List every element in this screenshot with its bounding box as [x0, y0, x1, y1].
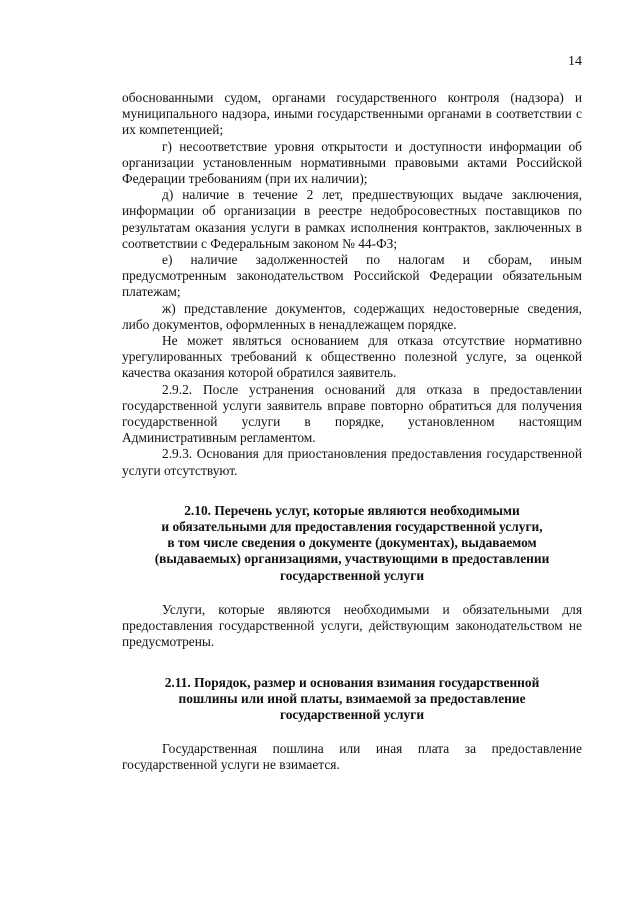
paragraph-item-zh: ж) представление документов, содержащих недостоверные сведения, либо документов, оформленных в ненадлежащем порядке. — [122, 300, 582, 332]
paragraph-item-e: е) наличие задолженностей по налогам и сборам, иным предусмотренным законодательством Российской Федерации обязательным платежам; — [122, 252, 582, 300]
paragraph-2-11-text: Государственная пошлина или иная плата за предоставление государственной услуги не взимается. — [122, 741, 582, 773]
paragraph-2-9-3: 2.9.3. Основания для приостановления предоставления государственной услуги отсутствуют. — [122, 446, 582, 478]
heading-line: пошлины или иной платы, взимаемой за предоставление — [178, 690, 526, 706]
paragraph-2-9-2: 2.9.2. После устранения оснований для отказа в предоставлении государственной услуги заявитель вправе повторно обратиться для получения государственной услуги в порядке, установленном настоящим Административным регламентом. — [122, 381, 582, 446]
paragraph-continuation: обоснованными судом, органами государственного контроля (надзора) и муниципального надзора, иными государственными органами в соответствии с их компетенцией; — [122, 90, 582, 138]
paragraph-no-refusal: Не может являться основанием для отказа отсутствие нормативно урегулированных требований к общественно полезной услуге, за оценкой качества оказания которой обратился заявитель. — [122, 333, 582, 381]
section-heading-2-10 — [122, 503, 582, 584]
paragraph-item-g: г) несоответствие уровня открытости и доступности информации об организации установленным нормативными правовыми актами Российской Федерации требованиям (при их наличии); — [122, 138, 582, 187]
heading-line: (выдаваемых) организациями, участвующими в предоставлении — [154, 551, 550, 567]
paragraph-2-10-text: Услуги, которые являются необходимыми и обязательными для предоставления государственной услуги, действующим законодательством не предусмотрены. — [122, 601, 582, 650]
heading-line: государственной услуги — [279, 567, 425, 583]
page-number: 14 — [568, 54, 582, 69]
heading-line: 2.11. Порядок, размер и основания взимания государственной — [164, 674, 540, 690]
document-body — [122, 90, 582, 774]
heading-line: и обязательными для предоставления государственной услуги, — [161, 519, 543, 535]
paragraph-item-d: д) наличие в течение 2 лет, предшествующих выдаче заключения, информации об организации в реестре недобросовестных поставщиков по результатам оказания услуги в рамках исполнения контрактов, заключенных в соответствии с Федеральным законом № 44-ФЗ; — [122, 187, 582, 251]
heading-line: государственной услуги — [279, 706, 425, 722]
heading-line: в том числе сведения о документе (документах), выдаваемом — [167, 535, 537, 551]
heading-line: 2.10. Перечень услуг, которые являются необходимыми — [184, 502, 520, 518]
section-heading-2-11 — [122, 675, 582, 724]
